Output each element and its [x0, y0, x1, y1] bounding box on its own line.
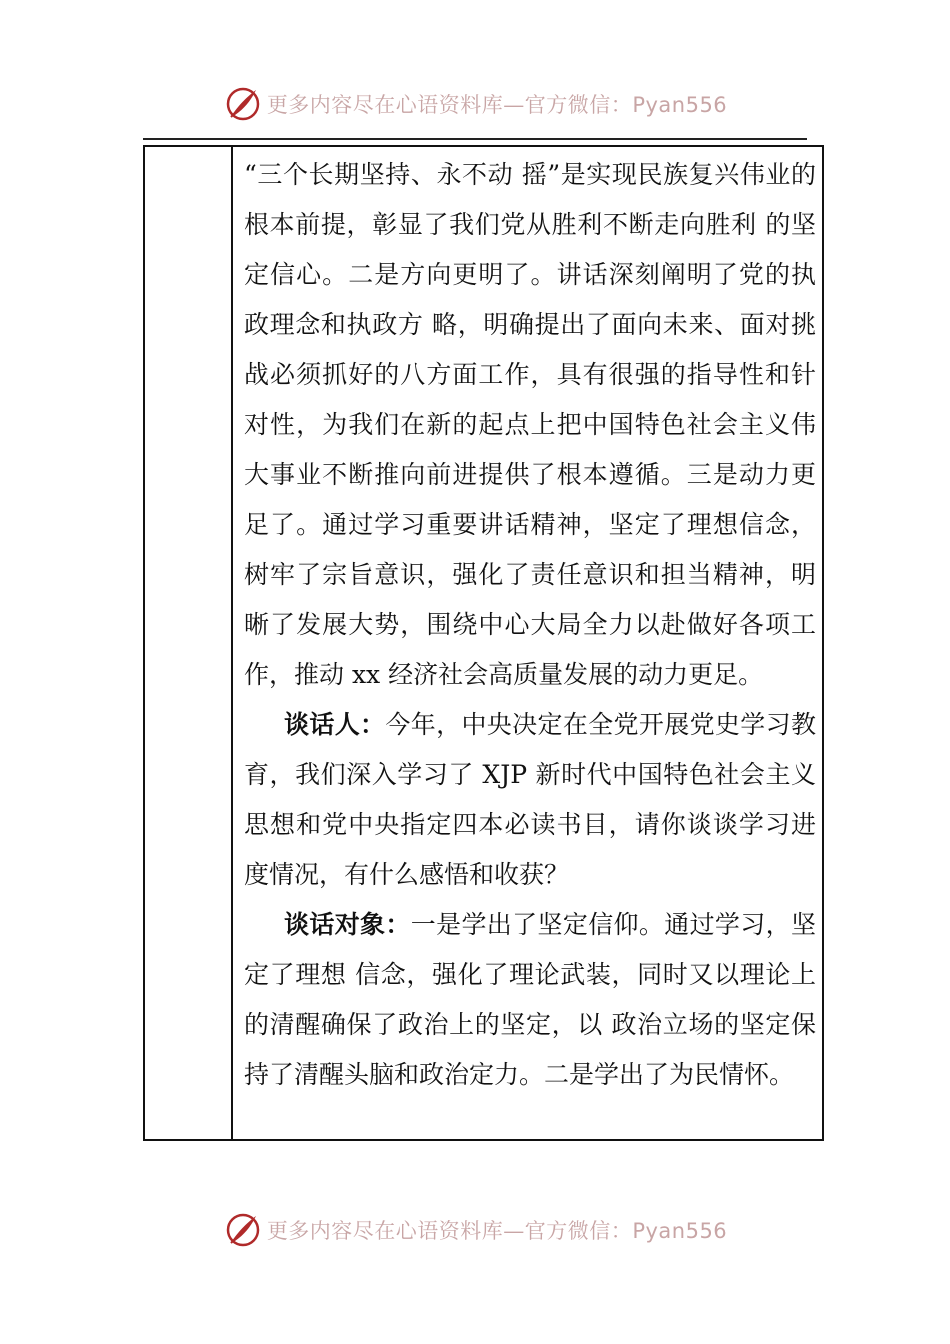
- question-text: 今年，中央决定在全党开展党史学习教育，我们深入学习了 XJP 新时代中国特色社会主义思想和党中央指定四本必读书目，请你谈谈学习进度情况，有什么感悟和收获？: [244, 710, 816, 889]
- interviewee-label: 谈话对象：: [284, 910, 411, 939]
- question-paragraph: [244, 700, 816, 900]
- header-rule: [143, 138, 807, 140]
- answer-paragraph: [244, 900, 816, 1100]
- content-cell: [244, 150, 816, 1100]
- banner-wechat-id: Pyan556: [632, 93, 728, 117]
- interviewer-label: 谈话人：: [284, 710, 386, 739]
- quill-logo-icon: [223, 84, 263, 124]
- answer-text: 一是学出了坚定信仰。通过学习，坚定了理想 信念，强化了理论武装，同时又以理论上的清醒确保了政治上的坚定，以 政治立场的坚定保持了清醒头脑和政治定力。二是学出了为民情怀。: [244, 910, 816, 1089]
- header-banner: [0, 82, 950, 126]
- banner-text: [267, 1215, 727, 1245]
- paragraph-continued: “三个长期坚持、永不动 摇”是实现民族复兴伟业的根本前提，彰显了我们党从胜利不断走向胜利 的坚定信心。二是方向更明了。讲话深刻阐明了党的执政理念和执政方 略，明确提出了面向未来、面对挑战必须抓好的八方面工作，具有很强的指导性和针对性，为我们在新的起点上把中国特色社会主义伟大事业不断推向前进提供了根本遵循。三是动力更足了。通过学习重要讲话精神，坚定了理想信念，树牢了宗旨意识，强化了责任意识和担当精神，明晰了发展大势，围绕中心大局全力以赴做好各项工作，推动 xx 经济社会高质量发展的动力更足。: [244, 160, 816, 689]
- interview-table: [143, 145, 824, 1141]
- banner-label: 更多内容尽在心语资料库—官方微信：: [266, 93, 633, 117]
- footer-banner: [0, 1208, 950, 1252]
- quill-logo-icon: [223, 1210, 263, 1250]
- banner-text: [267, 89, 727, 119]
- label-column: [145, 147, 233, 1139]
- banner-label: 更多内容尽在心语资料库—官方微信：: [266, 1219, 633, 1243]
- banner-wechat-id: Pyan556: [632, 1219, 728, 1243]
